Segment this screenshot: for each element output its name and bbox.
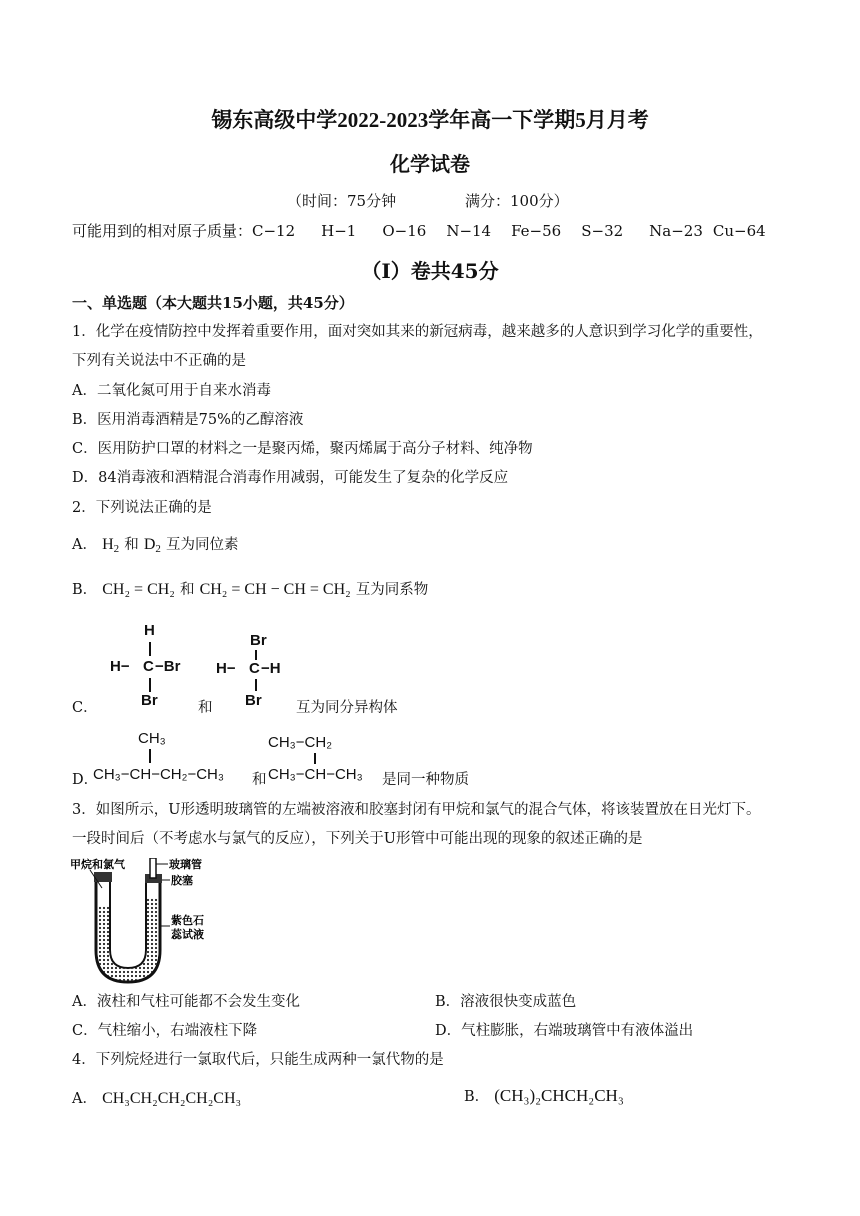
u-tube-figure [70, 858, 250, 986]
q2-d-m1-main: CH₃−CH−CH₂−CH₃ [93, 766, 224, 783]
atomic-masses-label: 可能用到的相对原子质量： [72, 222, 253, 240]
q4-b-formula: (CH₃)₂CHCH₂CH₃ [494, 1086, 624, 1105]
q1-stem-line1: 1．化学在疫情防控中发挥着重要作用，面对突如其来的新冠病毒，越来越多的人意识到学习化学的重要性， [72, 324, 763, 340]
section-title: 一、单选题（本大题共15小题，共45分） [72, 294, 354, 312]
q2-d-tail: 是同一种物质 [382, 772, 469, 788]
mass-c: C−12 [252, 222, 296, 240]
q2-c-m1-center: C [143, 658, 154, 675]
q2-a-and: 和 [124, 537, 139, 553]
q2-option-b [72, 579, 428, 600]
q2-c-m1-bond-top [149, 642, 151, 656]
q4-option-b [464, 1086, 624, 1107]
q2-d-m2-main: CH₃−CH−CH₃ [268, 766, 363, 783]
q3-option-a: A．液柱和气柱可能都不会发生变化 [72, 994, 300, 1010]
fig-label-solution2: 蕊试液 [171, 929, 204, 941]
q1-stem-line2: 下列有关说法中不正确的是 [72, 353, 246, 369]
q1-option-a: A．二氧化氮可用于自来水消毒 [72, 383, 271, 399]
q2-b-formula2: CH₂ = CH − CH = CH₂ [199, 581, 351, 598]
q1-option-d: D．84消毒液和酒精混合消毒作用减弱，可能发生了复杂的化学反应 [72, 470, 509, 486]
q2-d-m2-bond [314, 753, 316, 764]
q2-c-m2-top: Br [250, 632, 267, 649]
q2-b-and: 和 [179, 582, 195, 598]
q3-stem-line1: 3．如图所示，U形透明玻璃管的左端被溶液和胶塞封闭有甲烷和氯气的混合气体，将该装置放在日光灯下。 [72, 802, 761, 818]
q1-option-c: C．医用防护口罩的材料之一是聚丙烯，聚丙烯属于高分子材料、纯净物 [72, 441, 533, 457]
q2-d-and: 和 [252, 772, 267, 788]
q2-d-label: D． [72, 772, 99, 788]
q2-d-molecule1 [93, 730, 253, 790]
q2-b-formula1: CH₂ = CH₂ [102, 581, 175, 598]
q2-a-d-sub: 2 [155, 543, 161, 555]
q2-c-tail: 互为同分异构体 [296, 700, 398, 716]
atomic-masses-line [72, 220, 766, 241]
mass-h: H−1 [321, 222, 357, 240]
fig-label-solution1: 紫色石 [171, 915, 204, 927]
q2-option-a [72, 534, 238, 555]
exam-time: （时间：75分钟 [287, 192, 397, 210]
q4-option-a [72, 1088, 241, 1109]
q2-c-m2-bond-bottom [255, 679, 257, 691]
q2-c-molecule1 [110, 622, 200, 714]
q4-a-formula: CH₃CH₂CH₂CH₂CH₃ [102, 1090, 242, 1107]
mass-o: O−16 [382, 222, 427, 240]
mass-n: N−14 [446, 222, 492, 240]
q2-c-m1-bottom: Br [141, 692, 158, 709]
fig-label-gas: 甲烷和氯气 [70, 859, 125, 871]
exam-title: 锡东高级中学2022-2023学年高一下学期5月月考 [211, 108, 649, 132]
q2-d-molecule2 [268, 730, 388, 790]
q3-option-b: B．溶液很快变成蓝色 [435, 994, 577, 1010]
q2-a-h2 [102, 536, 119, 553]
q2-c-m1-left: H− [110, 658, 130, 675]
exam-subtitle: 化学试卷 [390, 152, 470, 176]
q2-c-m1-bond-bottom [149, 678, 151, 692]
q2-c-m1-top: H [144, 622, 155, 639]
q2-c-m2-bottom: Br [245, 692, 262, 709]
fig-label-stopper: 胶塞 [171, 875, 193, 887]
q2-d-m1-bond [149, 749, 151, 763]
glass-tube [150, 858, 156, 878]
q4-b-label: B． [464, 1089, 490, 1105]
mass-s: S−32 [581, 222, 624, 240]
q2-a-label: A． [72, 537, 97, 553]
q2-c-and: 和 [198, 700, 213, 716]
q2-a-d2 [144, 536, 161, 553]
q2-c-m2-right: −H [261, 660, 281, 677]
q2-c-m1-right: −Br [155, 658, 181, 675]
q4-stem: 4．下列烷烃进行一氯取代后，只能生成两种一氯代物的是 [72, 1052, 444, 1068]
q2-stem: 2．下列说法正确的是 [72, 500, 212, 516]
u-tube-inner [110, 880, 146, 968]
q2-a-h-sub: 2 [113, 543, 120, 555]
q2-a-d: D [143, 536, 156, 553]
q3-option-c: C．气柱缩小，右端液柱下降 [72, 1023, 258, 1039]
mass-cu: Cu−64 [712, 222, 766, 240]
q2-d-m2-branch: CH₃−CH₂ [268, 734, 333, 751]
q2-c-m2-bond-top [255, 650, 257, 660]
q2-a-tail: 互为同位素 [165, 537, 239, 553]
mass-na: Na−23 [649, 222, 703, 240]
exam-score: 满分：100分） [465, 192, 569, 210]
q2-c-m2-center: C [249, 660, 260, 677]
q2-c-molecule2 [216, 632, 306, 714]
q2-d-m1-branch: CH₃ [138, 730, 166, 747]
q2-c-label: C． [72, 700, 98, 716]
q1-option-b: B．医用消毒酒精是75%的乙醇溶液 [72, 412, 304, 428]
q3-option-d: D．气柱膨胀，右端玻璃管中有液体溢出 [435, 1023, 694, 1039]
fig-label-tube: 玻璃管 [169, 859, 202, 871]
q3-stem-line2: 一段时间后（不考虑水与氯气的反应），下列关于U形管中可能出现的现象的叙述正确的是 [72, 831, 643, 847]
part-title: （Ⅰ）卷共45分 [361, 259, 499, 283]
q2-c-m2-left: H− [216, 660, 236, 677]
q2-b-label: B． [72, 582, 98, 598]
q2-a-h: H [102, 536, 114, 553]
q4-a-label: A． [72, 1091, 97, 1107]
q2-b-tail: 互为同系物 [355, 582, 429, 598]
mass-fe: Fe−56 [511, 222, 562, 240]
